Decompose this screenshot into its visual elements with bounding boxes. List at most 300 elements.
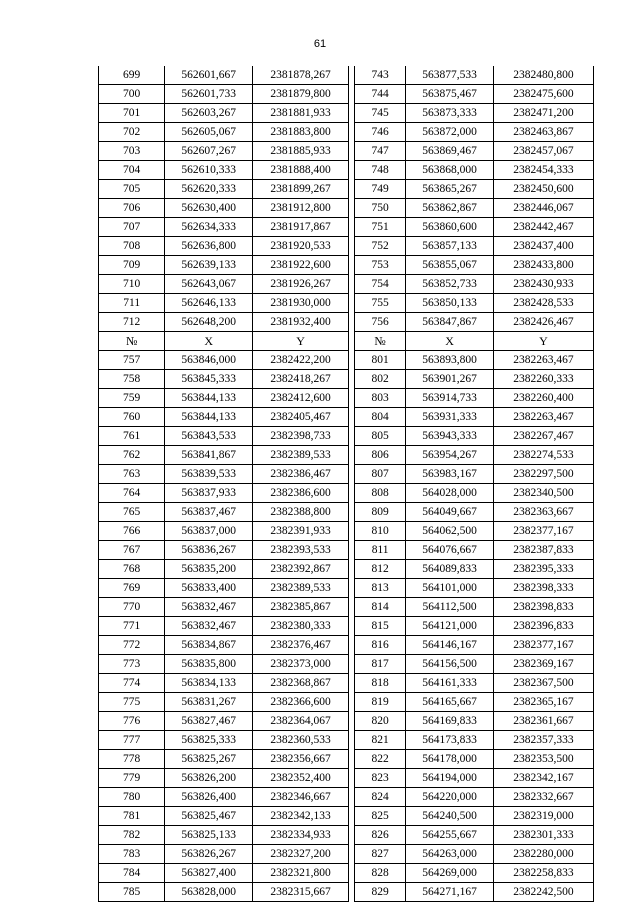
x-coordinate-cell: 563852,733 — [406, 275, 494, 294]
point-number-cell: 783 — [99, 845, 165, 864]
y-coordinate-cell: 2382353,500 — [493, 750, 593, 769]
x-coordinate-cell: 564269,000 — [406, 864, 494, 883]
table-row — [99, 142, 594, 161]
point-number-cell: 752 — [355, 237, 406, 256]
x-coordinate-cell: 562605,067 — [165, 123, 253, 142]
x-coordinate-cell: 562630,400 — [165, 199, 253, 218]
y-coordinate-cell: 2382398,733 — [253, 427, 349, 446]
x-coordinate-cell: 564161,333 — [406, 674, 494, 693]
point-number-cell: 821 — [355, 731, 406, 750]
x-coordinate-cell: 563832,467 — [165, 598, 253, 617]
point-number-cell: 754 — [355, 275, 406, 294]
table-row — [99, 408, 594, 427]
point-number-cell: 703 — [99, 142, 165, 161]
x-coordinate-cell: 564165,667 — [406, 693, 494, 712]
x-coordinate-cell: 564169,833 — [406, 712, 494, 731]
table-row — [99, 598, 594, 617]
table-row — [99, 883, 594, 902]
x-coordinate-cell: 563865,267 — [406, 180, 494, 199]
x-coordinate-cell: 564263,000 — [406, 845, 494, 864]
point-number-cell: 770 — [99, 598, 165, 617]
y-coordinate-cell: 2382366,600 — [253, 693, 349, 712]
x-coordinate-cell: 562648,200 — [165, 313, 253, 332]
x-coordinate-cell: 563825,467 — [165, 807, 253, 826]
y-coordinate-cell: 2382352,400 — [253, 769, 349, 788]
y-coordinate-cell: 2382340,500 — [493, 484, 593, 503]
point-number-cell: 758 — [99, 370, 165, 389]
point-number-cell: 777 — [99, 731, 165, 750]
y-coordinate-cell: 2382385,867 — [253, 598, 349, 617]
y-coordinate-cell: 2382398,333 — [493, 579, 593, 598]
y-coordinate-cell: 2382442,467 — [493, 218, 593, 237]
point-number-cell: 779 — [99, 769, 165, 788]
table-row — [99, 864, 594, 883]
x-coordinate-cell: 562639,133 — [165, 256, 253, 275]
y-coordinate-cell: 2381932,400 — [253, 313, 349, 332]
x-coordinate-cell: 564220,000 — [406, 788, 494, 807]
point-number-cell: 804 — [355, 408, 406, 427]
point-number-cell: 711 — [99, 294, 165, 313]
x-coordinate-cell: 564240,500 — [406, 807, 494, 826]
y-coordinate-cell: 2382387,833 — [493, 541, 593, 560]
y-coordinate-cell: 2382274,533 — [493, 446, 593, 465]
point-number-cell: 814 — [355, 598, 406, 617]
x-coordinate-cell: 563834,867 — [165, 636, 253, 655]
point-number-cell: 780 — [99, 788, 165, 807]
y-coordinate-cell: 2382433,800 — [493, 256, 593, 275]
point-number-cell: 818 — [355, 674, 406, 693]
y-coordinate-cell: 2382393,533 — [253, 541, 349, 560]
y-coordinate-cell: 2382380,333 — [253, 617, 349, 636]
x-coordinate-cell: 563825,333 — [165, 731, 253, 750]
point-number-cell: 778 — [99, 750, 165, 769]
point-number-cell: 760 — [99, 408, 165, 427]
y-coordinate-cell: 2382463,867 — [493, 123, 593, 142]
point-number-cell: 823 — [355, 769, 406, 788]
y-coordinate-cell: 2381878,267 — [253, 66, 349, 85]
table-row — [99, 66, 594, 85]
y-coordinate-cell: 2381920,533 — [253, 237, 349, 256]
point-number-cell: 812 — [355, 560, 406, 579]
point-number-cell: 829 — [355, 883, 406, 902]
y-coordinate-cell: 2382446,067 — [493, 199, 593, 218]
point-number-cell: 747 — [355, 142, 406, 161]
point-number-cell: 808 — [355, 484, 406, 503]
point-number-cell: 761 — [99, 427, 165, 446]
x-coordinate-cell: 562646,133 — [165, 294, 253, 313]
point-number-cell: 766 — [99, 522, 165, 541]
point-number-cell: 763 — [99, 465, 165, 484]
point-number-cell: 826 — [355, 826, 406, 845]
y-coordinate-cell: 2382342,133 — [253, 807, 349, 826]
table-row — [99, 674, 594, 693]
y-coordinate-cell: 2382426,467 — [493, 313, 593, 332]
table-row — [99, 845, 594, 864]
x-coordinate-cell: 563931,333 — [406, 408, 494, 427]
x-coordinate-cell: 563954,267 — [406, 446, 494, 465]
page-number: 61 — [313, 38, 327, 50]
table-row — [99, 427, 594, 446]
x-coordinate-cell: 563827,467 — [165, 712, 253, 731]
x-coordinate-cell: 563835,800 — [165, 655, 253, 674]
table-row — [99, 275, 594, 294]
y-coordinate-cell: 2382301,333 — [493, 826, 593, 845]
point-number-cell: 757 — [99, 351, 165, 370]
point-number-cell: 699 — [99, 66, 165, 85]
point-number-cell: 762 — [99, 446, 165, 465]
y-coordinate-cell: 2382332,667 — [493, 788, 593, 807]
x-coordinate-cell: 563862,867 — [406, 199, 494, 218]
point-number-cell: 705 — [99, 180, 165, 199]
y-coordinate-cell: 2382389,533 — [253, 579, 349, 598]
x-coordinate-cell: 563825,267 — [165, 750, 253, 769]
point-number-cell: 759 — [99, 389, 165, 408]
x-coordinate-cell: 563825,133 — [165, 826, 253, 845]
y-coordinate-cell: 2382260,400 — [493, 389, 593, 408]
x-coordinate-cell: 564178,000 — [406, 750, 494, 769]
point-number-cell: 765 — [99, 503, 165, 522]
x-header: X — [165, 332, 253, 351]
point-number-cell: 769 — [99, 579, 165, 598]
point-number-cell: 755 — [355, 294, 406, 313]
table-row — [99, 370, 594, 389]
y-coordinate-cell: 2382389,533 — [253, 446, 349, 465]
x-coordinate-cell: 562634,333 — [165, 218, 253, 237]
point-number-cell: 700 — [99, 85, 165, 104]
point-number-cell: 767 — [99, 541, 165, 560]
table-row — [99, 294, 594, 313]
table-row — [99, 750, 594, 769]
y-coordinate-cell: 2382377,167 — [493, 522, 593, 541]
y-coordinate-cell: 2382373,000 — [253, 655, 349, 674]
x-coordinate-cell: 563835,200 — [165, 560, 253, 579]
x-coordinate-cell: 563844,133 — [165, 408, 253, 427]
table-row — [99, 237, 594, 256]
y-coordinate-cell: 2382377,167 — [493, 636, 593, 655]
y-coordinate-cell: 2382242,500 — [493, 883, 593, 902]
table-row — [99, 218, 594, 237]
y-coordinate-cell: 2382437,400 — [493, 237, 593, 256]
point-number-cell: 701 — [99, 104, 165, 123]
point-number-cell: 775 — [99, 693, 165, 712]
x-coordinate-cell: 563901,267 — [406, 370, 494, 389]
y-coordinate-cell: 2382391,933 — [253, 522, 349, 541]
table-row — [99, 522, 594, 541]
table-header-row — [99, 332, 594, 351]
x-coordinate-cell: 562620,333 — [165, 180, 253, 199]
y-coordinate-cell: 2382334,933 — [253, 826, 349, 845]
y-coordinate-cell: 2382480,800 — [493, 66, 593, 85]
y-coordinate-cell: 2382356,667 — [253, 750, 349, 769]
x-coordinate-cell: 563943,333 — [406, 427, 494, 446]
point-number-cell: 813 — [355, 579, 406, 598]
point-number-cell: 704 — [99, 161, 165, 180]
table-row — [99, 503, 594, 522]
table-row — [99, 731, 594, 750]
point-number-cell: 753 — [355, 256, 406, 275]
x-header: X — [406, 332, 494, 351]
point-number-cell: 764 — [99, 484, 165, 503]
y-coordinate-cell: 2381912,800 — [253, 199, 349, 218]
y-coordinate-cell: 2381885,933 — [253, 142, 349, 161]
x-coordinate-cell: 564173,833 — [406, 731, 494, 750]
point-number-cell: 772 — [99, 636, 165, 655]
x-coordinate-cell: 562643,067 — [165, 275, 253, 294]
y-coordinate-cell: 2382396,833 — [493, 617, 593, 636]
point-number-cell: 712 — [99, 313, 165, 332]
point-number-cell: 810 — [355, 522, 406, 541]
point-number-cell: 710 — [99, 275, 165, 294]
y-coordinate-cell: 2381930,000 — [253, 294, 349, 313]
y-coordinate-cell: 2382367,500 — [493, 674, 593, 693]
y-coordinate-cell: 2382457,067 — [493, 142, 593, 161]
x-coordinate-cell: 563869,467 — [406, 142, 494, 161]
y-header: Y — [253, 332, 349, 351]
y-coordinate-cell: 2382360,533 — [253, 731, 349, 750]
y-coordinate-cell: 2382297,500 — [493, 465, 593, 484]
point-number-cell: 768 — [99, 560, 165, 579]
y-coordinate-cell: 2381879,800 — [253, 85, 349, 104]
y-coordinate-cell: 2382365,167 — [493, 693, 593, 712]
y-coordinate-cell: 2382263,467 — [493, 408, 593, 427]
point-number-cell: 809 — [355, 503, 406, 522]
x-coordinate-cell: 562610,333 — [165, 161, 253, 180]
point-number-cell: 774 — [99, 674, 165, 693]
y-coordinate-cell: 2382388,800 — [253, 503, 349, 522]
x-coordinate-cell: 563873,333 — [406, 104, 494, 123]
point-number-cell: 771 — [99, 617, 165, 636]
point-number-cell: 801 — [355, 351, 406, 370]
x-coordinate-cell: 562607,267 — [165, 142, 253, 161]
x-coordinate-cell: 564089,833 — [406, 560, 494, 579]
x-coordinate-cell: 563846,000 — [165, 351, 253, 370]
point-number-cell: 773 — [99, 655, 165, 674]
y-coordinate-cell: 2382454,333 — [493, 161, 593, 180]
y-coordinate-cell: 2382258,833 — [493, 864, 593, 883]
y-coordinate-cell: 2382280,000 — [493, 845, 593, 864]
y-coordinate-cell: 2382386,467 — [253, 465, 349, 484]
x-coordinate-cell: 563845,333 — [165, 370, 253, 389]
x-coordinate-cell: 564028,000 — [406, 484, 494, 503]
point-number-cell: 817 — [355, 655, 406, 674]
x-coordinate-cell: 563875,467 — [406, 85, 494, 104]
x-coordinate-cell: 563831,267 — [165, 693, 253, 712]
y-coordinate-cell: 2382405,467 — [253, 408, 349, 427]
x-coordinate-cell: 564049,667 — [406, 503, 494, 522]
x-coordinate-cell: 563837,000 — [165, 522, 253, 541]
table-row — [99, 826, 594, 845]
table-row — [99, 617, 594, 636]
x-coordinate-cell: 564062,500 — [406, 522, 494, 541]
x-coordinate-cell: 564121,000 — [406, 617, 494, 636]
x-coordinate-cell: 563850,133 — [406, 294, 494, 313]
table-row — [99, 180, 594, 199]
point-number-cell: 748 — [355, 161, 406, 180]
y-coordinate-cell: 2382361,667 — [493, 712, 593, 731]
x-coordinate-cell: 564076,667 — [406, 541, 494, 560]
point-number-cell: 756 — [355, 313, 406, 332]
table-row — [99, 693, 594, 712]
y-coordinate-cell: 2382357,333 — [493, 731, 593, 750]
point-number-cell: 749 — [355, 180, 406, 199]
x-coordinate-cell: 563832,467 — [165, 617, 253, 636]
x-coordinate-cell: 564255,667 — [406, 826, 494, 845]
point-number-cell: 709 — [99, 256, 165, 275]
point-number-cell: 827 — [355, 845, 406, 864]
y-coordinate-cell: 2382364,067 — [253, 712, 349, 731]
point-number-cell: 806 — [355, 446, 406, 465]
y-coordinate-cell: 2382412,600 — [253, 389, 349, 408]
table-row — [99, 655, 594, 674]
table-row — [99, 199, 594, 218]
y-header: Y — [493, 332, 593, 351]
y-coordinate-cell: 2382327,200 — [253, 845, 349, 864]
table-row — [99, 579, 594, 598]
table-row — [99, 788, 594, 807]
number-header: № — [355, 332, 406, 351]
x-coordinate-cell: 563983,167 — [406, 465, 494, 484]
point-number-cell: 776 — [99, 712, 165, 731]
x-coordinate-cell: 564271,167 — [406, 883, 494, 902]
table-row — [99, 636, 594, 655]
x-coordinate-cell: 563877,533 — [406, 66, 494, 85]
y-coordinate-cell: 2382376,467 — [253, 636, 349, 655]
x-coordinate-cell: 563839,533 — [165, 465, 253, 484]
y-coordinate-cell: 2382368,867 — [253, 674, 349, 693]
table-row — [99, 560, 594, 579]
point-number-cell: 815 — [355, 617, 406, 636]
y-coordinate-cell: 2381926,267 — [253, 275, 349, 294]
point-number-cell: 828 — [355, 864, 406, 883]
point-number-cell: 785 — [99, 883, 165, 902]
x-coordinate-cell: 563860,600 — [406, 218, 494, 237]
table-row — [99, 104, 594, 123]
point-number-cell: 805 — [355, 427, 406, 446]
x-coordinate-cell: 564156,500 — [406, 655, 494, 674]
y-coordinate-cell: 2382363,667 — [493, 503, 593, 522]
point-number-cell: 803 — [355, 389, 406, 408]
y-coordinate-cell: 2381881,933 — [253, 104, 349, 123]
x-coordinate-cell: 564146,167 — [406, 636, 494, 655]
y-coordinate-cell: 2381922,600 — [253, 256, 349, 275]
x-coordinate-cell: 563826,200 — [165, 769, 253, 788]
table-row — [99, 85, 594, 104]
point-number-cell: 751 — [355, 218, 406, 237]
number-header: № — [99, 332, 165, 351]
x-coordinate-cell: 562601,667 — [165, 66, 253, 85]
y-coordinate-cell: 2382267,467 — [493, 427, 593, 446]
y-coordinate-cell: 2382369,167 — [493, 655, 593, 674]
point-number-cell: 750 — [355, 199, 406, 218]
point-number-cell: 744 — [355, 85, 406, 104]
x-coordinate-cell: 564194,000 — [406, 769, 494, 788]
point-number-cell: 743 — [355, 66, 406, 85]
x-coordinate-cell: 563827,400 — [165, 864, 253, 883]
y-coordinate-cell: 2382428,533 — [493, 294, 593, 313]
table-row — [99, 161, 594, 180]
x-coordinate-cell: 562636,800 — [165, 237, 253, 256]
y-coordinate-cell: 2382430,933 — [493, 275, 593, 294]
point-number-cell: 824 — [355, 788, 406, 807]
x-coordinate-cell: 563841,867 — [165, 446, 253, 465]
table-row — [99, 541, 594, 560]
coordinates-table-body — [99, 66, 594, 902]
x-coordinate-cell: 563872,000 — [406, 123, 494, 142]
table-row — [99, 446, 594, 465]
table-row — [99, 465, 594, 484]
y-coordinate-cell: 2382450,600 — [493, 180, 593, 199]
y-coordinate-cell: 2382319,000 — [493, 807, 593, 826]
point-number-cell: 825 — [355, 807, 406, 826]
point-number-cell: 707 — [99, 218, 165, 237]
coordinates-table — [98, 66, 594, 902]
x-coordinate-cell: 563833,400 — [165, 579, 253, 598]
x-coordinate-cell: 563857,133 — [406, 237, 494, 256]
x-coordinate-cell: 563834,133 — [165, 674, 253, 693]
x-coordinate-cell: 563836,267 — [165, 541, 253, 560]
y-coordinate-cell: 2381899,267 — [253, 180, 349, 199]
y-coordinate-cell: 2382392,867 — [253, 560, 349, 579]
x-coordinate-cell: 563868,000 — [406, 161, 494, 180]
table-row — [99, 256, 594, 275]
y-coordinate-cell: 2382395,333 — [493, 560, 593, 579]
y-coordinate-cell: 2382263,467 — [493, 351, 593, 370]
x-coordinate-cell: 563893,800 — [406, 351, 494, 370]
point-number-cell: 820 — [355, 712, 406, 731]
y-coordinate-cell: 2381888,400 — [253, 161, 349, 180]
x-coordinate-cell: 563826,267 — [165, 845, 253, 864]
y-coordinate-cell: 2381883,800 — [253, 123, 349, 142]
y-coordinate-cell: 2382386,600 — [253, 484, 349, 503]
x-coordinate-cell: 564101,000 — [406, 579, 494, 598]
x-coordinate-cell: 563844,133 — [165, 389, 253, 408]
point-number-cell: 802 — [355, 370, 406, 389]
point-number-cell: 706 — [99, 199, 165, 218]
table-row — [99, 807, 594, 826]
point-number-cell: 781 — [99, 807, 165, 826]
x-coordinate-cell: 563843,533 — [165, 427, 253, 446]
y-coordinate-cell: 2382321,800 — [253, 864, 349, 883]
x-coordinate-cell: 563828,000 — [165, 883, 253, 902]
point-number-cell: 784 — [99, 864, 165, 883]
point-number-cell: 811 — [355, 541, 406, 560]
x-coordinate-cell: 563855,067 — [406, 256, 494, 275]
point-number-cell: 822 — [355, 750, 406, 769]
x-coordinate-cell: 563914,733 — [406, 389, 494, 408]
point-number-cell: 782 — [99, 826, 165, 845]
point-number-cell: 807 — [355, 465, 406, 484]
x-coordinate-cell: 563826,400 — [165, 788, 253, 807]
table-row — [99, 313, 594, 332]
table-row — [99, 484, 594, 503]
x-coordinate-cell: 563837,933 — [165, 484, 253, 503]
table-row — [99, 389, 594, 408]
point-number-cell: 702 — [99, 123, 165, 142]
x-coordinate-cell: 562601,733 — [165, 85, 253, 104]
point-number-cell: 819 — [355, 693, 406, 712]
y-coordinate-cell: 2382471,200 — [493, 104, 593, 123]
x-coordinate-cell: 564112,500 — [406, 598, 494, 617]
y-coordinate-cell: 2382475,600 — [493, 85, 593, 104]
x-coordinate-cell: 563837,467 — [165, 503, 253, 522]
table-row — [99, 123, 594, 142]
y-coordinate-cell: 2382346,667 — [253, 788, 349, 807]
table-row — [99, 769, 594, 788]
y-coordinate-cell: 2382315,667 — [253, 883, 349, 902]
y-coordinate-cell: 2381917,867 — [253, 218, 349, 237]
table-row — [99, 712, 594, 731]
y-coordinate-cell: 2382342,167 — [493, 769, 593, 788]
